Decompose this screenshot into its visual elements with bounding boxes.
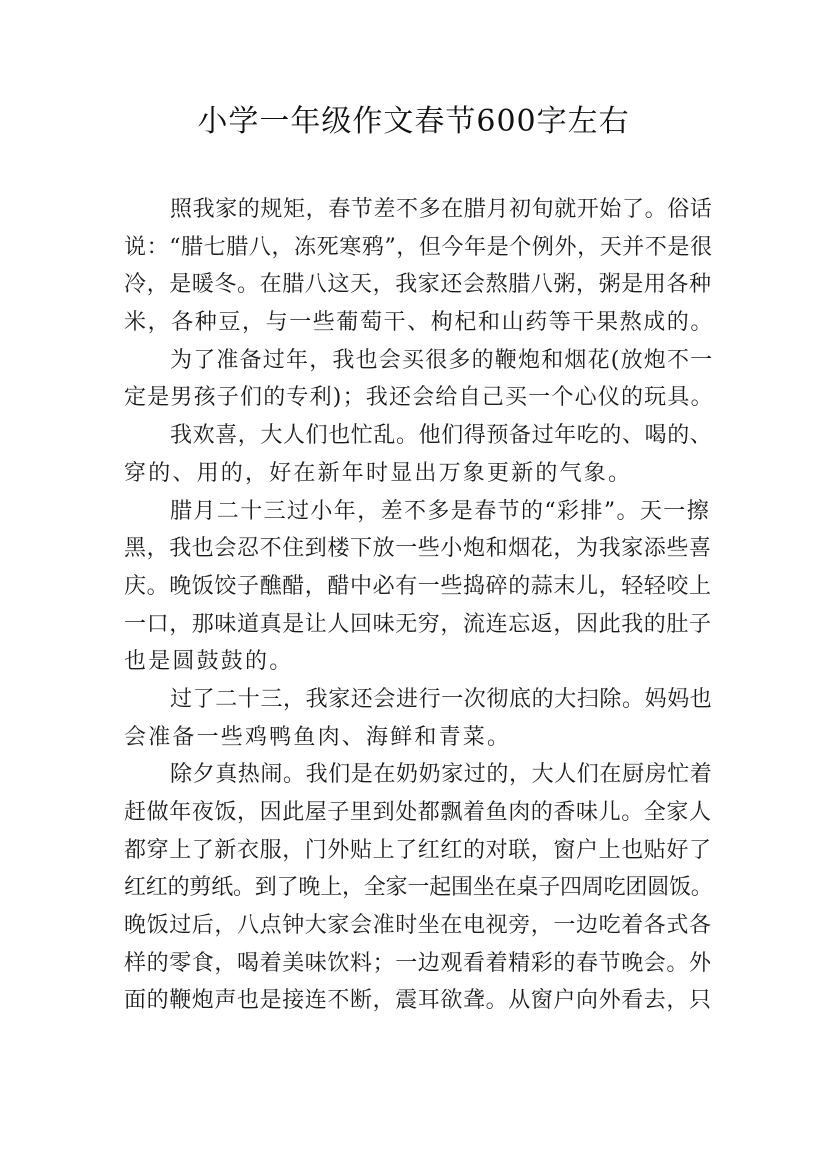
text-line: 赶做年夜饭，因此屋子里到处都飘着鱼肉的香味儿。全家人 [124, 800, 712, 825]
text-line: 定是男孩子们的专利)；我还会给自己买一个心仪的玩具。 [124, 385, 714, 411]
text-line: 会准备一些鸡鸭鱼肉、海鲜和青菜。 [124, 724, 512, 750]
text-line: 过了二十三，我家还会进行一次彻底的大扫除。妈妈也 [170, 686, 713, 712]
text-line: 照我家的规矩，春节差不多在腊月初旬就开始了。俗话 [170, 197, 713, 222]
text-line: 面的鞭炮声也是接连不断，震耳欲聋。从窗户向外看去，只 [124, 988, 712, 1014]
text-line: 我欢喜，大人们也忙乱。他们得预备过年吃的、喝的、 [170, 423, 713, 449]
text-line: 也是圆鼓鼓的。 [124, 649, 294, 675]
text-line: 除夕真热闹。我们是在奶奶家过的，大人们在厨房忙着 [170, 762, 713, 788]
text-line: 都穿上了新衣服，门外贴上了红红的对联，窗户上也贴好了 [124, 837, 712, 863]
document-title: 小学一年级作文春节600字左右 [197, 104, 630, 139]
text-line: 腊月二十三过小年，差不多是春节的“彩排”。天一擦 [170, 498, 711, 524]
text-line: 黑，我也会忍不住到楼下放一些小炮和烟花，为我家添些喜 [124, 536, 712, 562]
text-line: 说：“腊七腊八，冻死寒鸦”，但今年是个例外，天并不是很 [124, 234, 713, 260]
text-line: 红红的剪纸。到了晚上，全家一起围坐在桌子四周吃团圆饭。 [124, 875, 713, 901]
text-line: 晚饭过后，八点钟大家会准时坐在电视旁，一边吃着各式各 [124, 913, 712, 939]
text-line: 冷，是暖冬。在腊八这天，我家还会熬腊八粥，粥是用各种 [124, 272, 712, 298]
text-line: 穿的、用的，好在新年时显出万象更新的气象。 [124, 460, 633, 486]
text-line: 样的零食，喝着美味饮料；一边观看着精彩的春节晚会。外 [124, 950, 712, 976]
text-line: 为了准备过年，我也会买很多的鞭炮和烟花(放炮不一 [170, 347, 714, 373]
essay-body [124, 191, 714, 1020]
text-line: 一口，那味道真是让人回味无穷，流连忘返，因此我的肚子 [124, 611, 712, 637]
text-line: 庆。晚饭饺子醮醋，醋中必有一些捣碎的蒜末儿，轻轻咬上 [124, 573, 712, 599]
text-line: 米，各种豆，与一些葡萄干、枸杞和山药等干果熬成的。 [124, 310, 715, 336]
